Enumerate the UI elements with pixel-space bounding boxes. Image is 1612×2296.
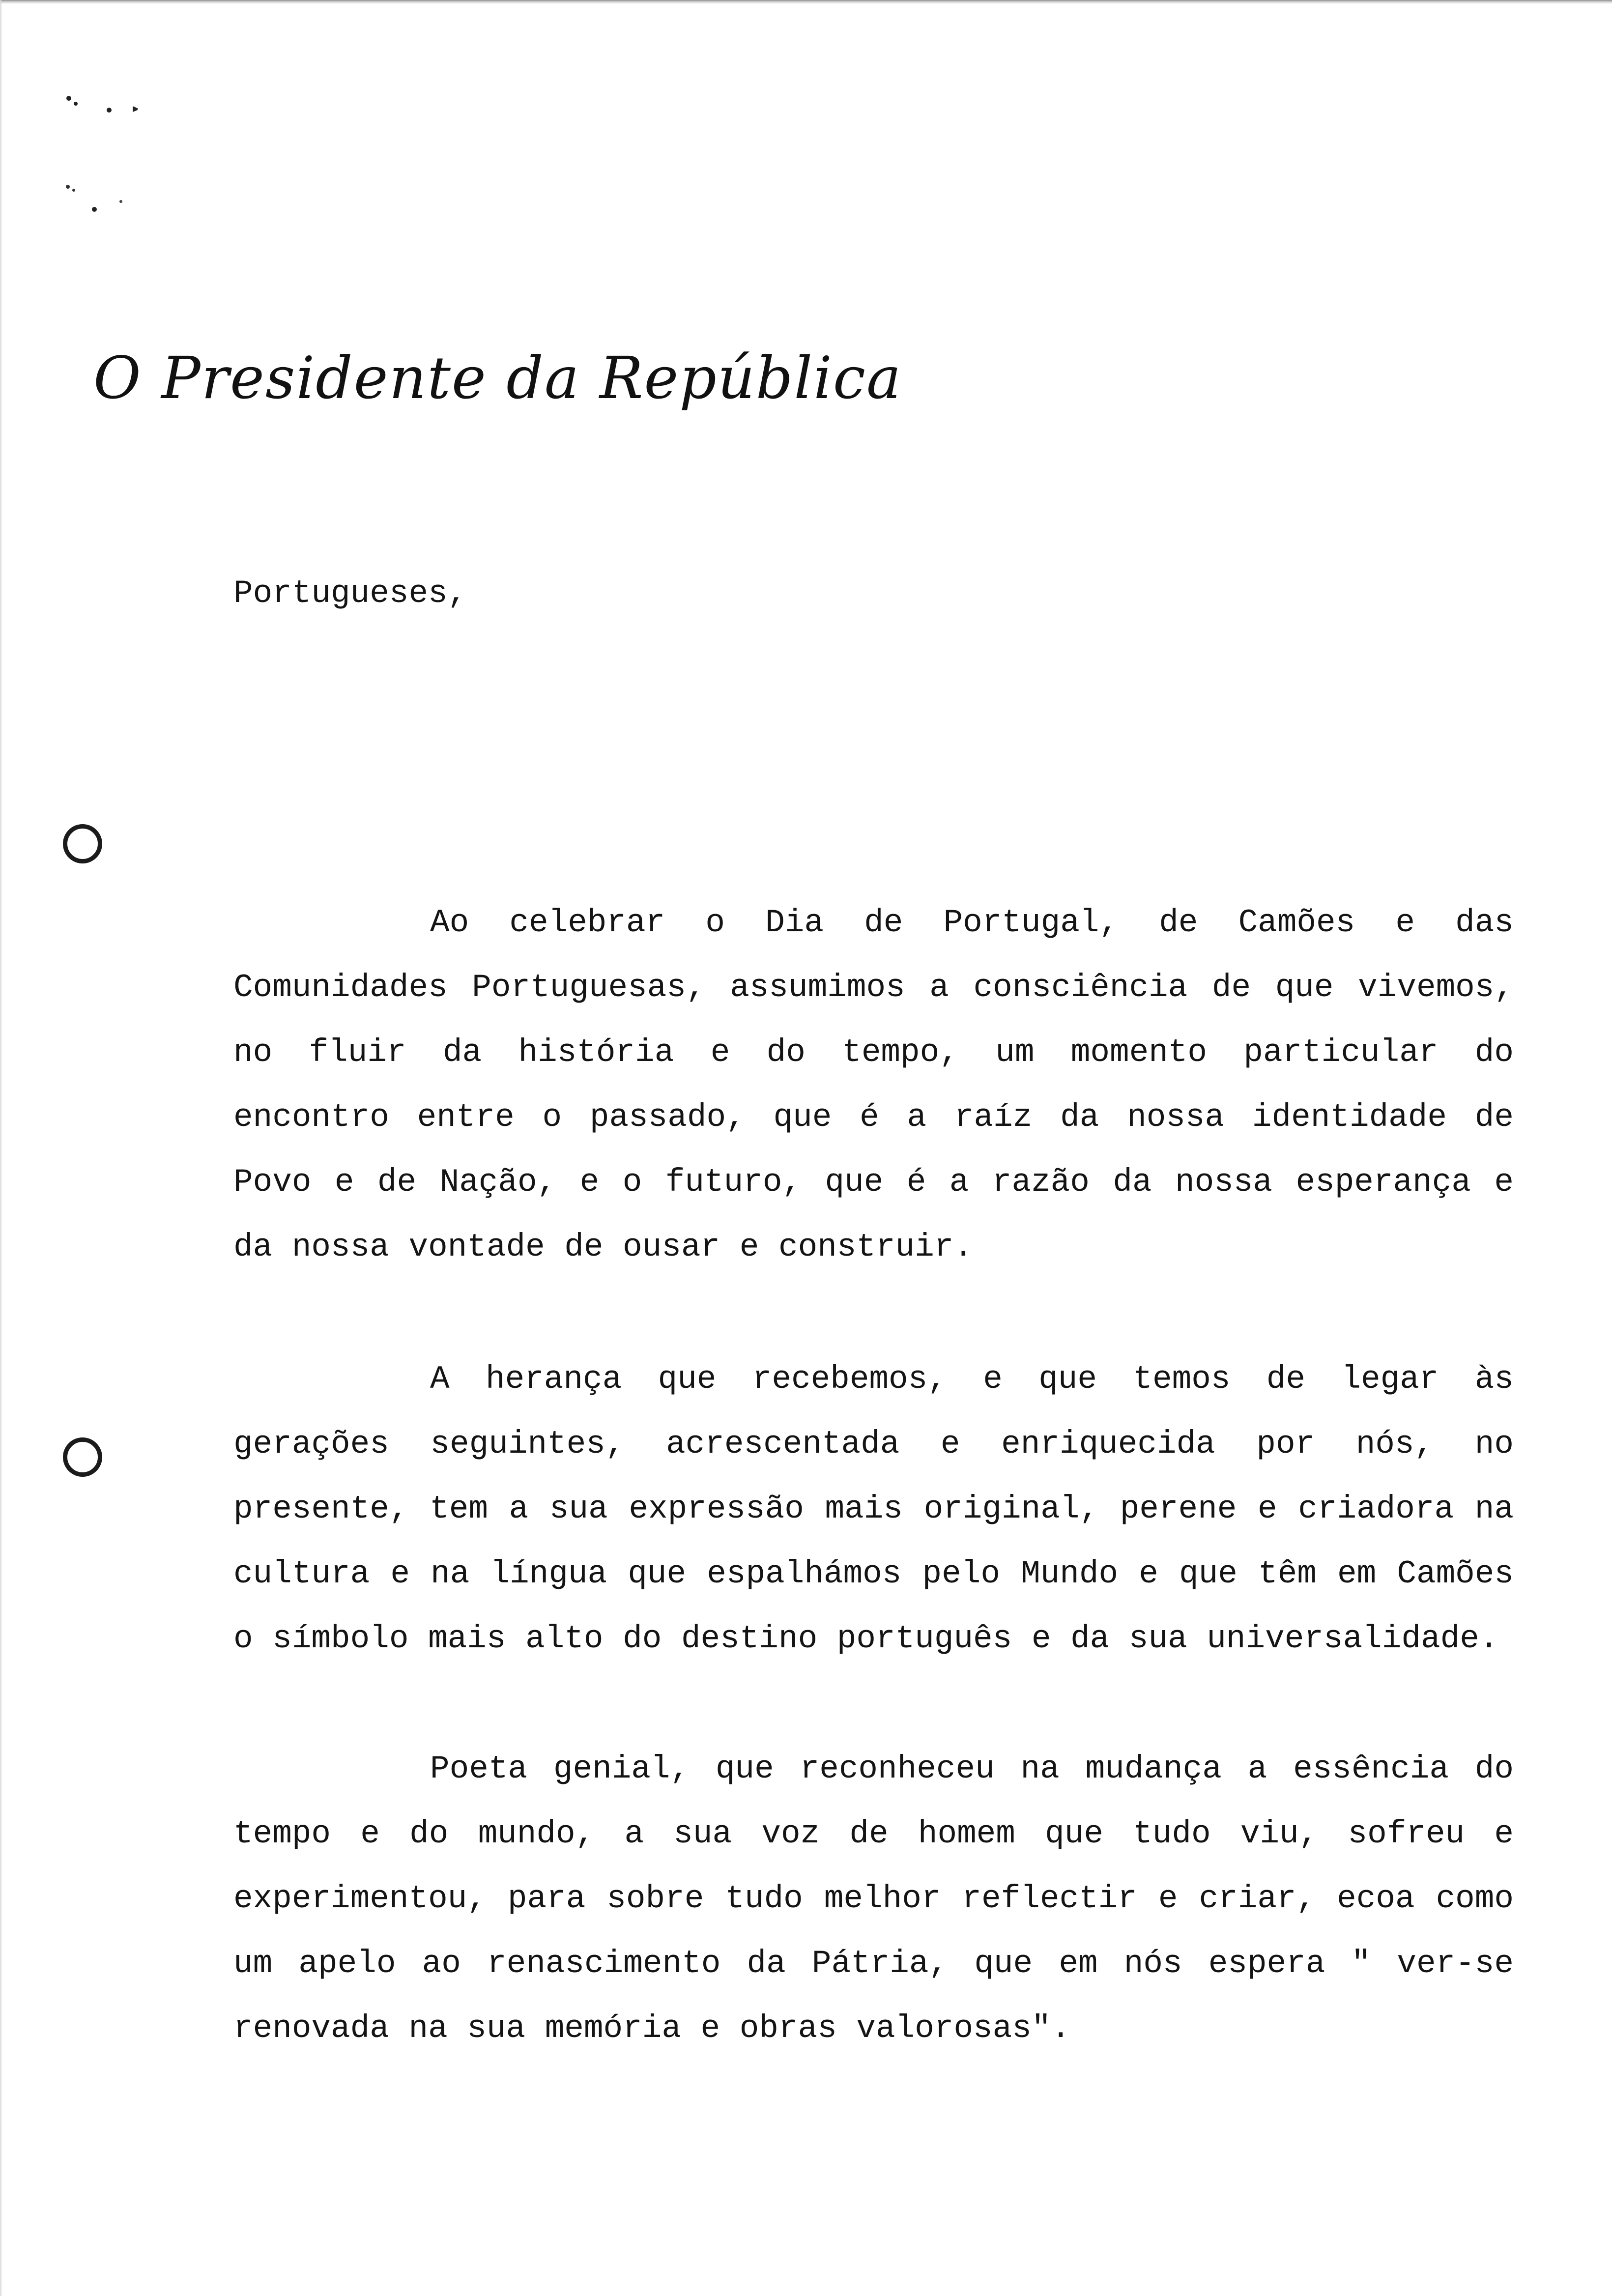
scan-top-edge <box>0 0 1612 4</box>
paragraph-2: A herança que recebemos, e que temos de legar às gerações seguintes, acrescentada e enriquecida por nós, no presente, tem a sua expressão mais original, perene e criadora na cultura e na língua que espalhámos pelo Mundo e que têm em Camões o símbolo mais alto do destino português e da sua universalidade. <box>233 1361 1514 1657</box>
scan-left-edge <box>0 0 2 2296</box>
paragraph-3: Poeta genial, que reconheceu na mudança a essência do tempo e do mundo, a sua voz de homem que tudo viu, sofreu e experimentou, para sobre tudo melhor reflectir e criar, ecoa como um apelo ao renascimento da Pátria, que em nós espera " ver-se renovada na sua memória e obras valorosas". <box>233 1751 1514 2047</box>
letterhead-title: O Presidente da República <box>93 344 902 412</box>
paragraph-1: Ao celebrar o Dia de Portugal, de Camões e das Comunidades Portuguesas, assumimos a consciência de que vivemos, no fluir da história e do tempo, um momento particular do encontro entre o passado, que é a raíz da nossa identidade de Povo e de Nação, e o futuro, que é a razão da nossa esperança e da nossa vontade de ousar e construir. <box>233 904 1514 1265</box>
punch-hole-top <box>63 824 102 863</box>
punch-hole-bottom <box>63 1437 102 1477</box>
scan-specks <box>59 88 138 226</box>
salutation: Portugueses, <box>233 575 467 612</box>
